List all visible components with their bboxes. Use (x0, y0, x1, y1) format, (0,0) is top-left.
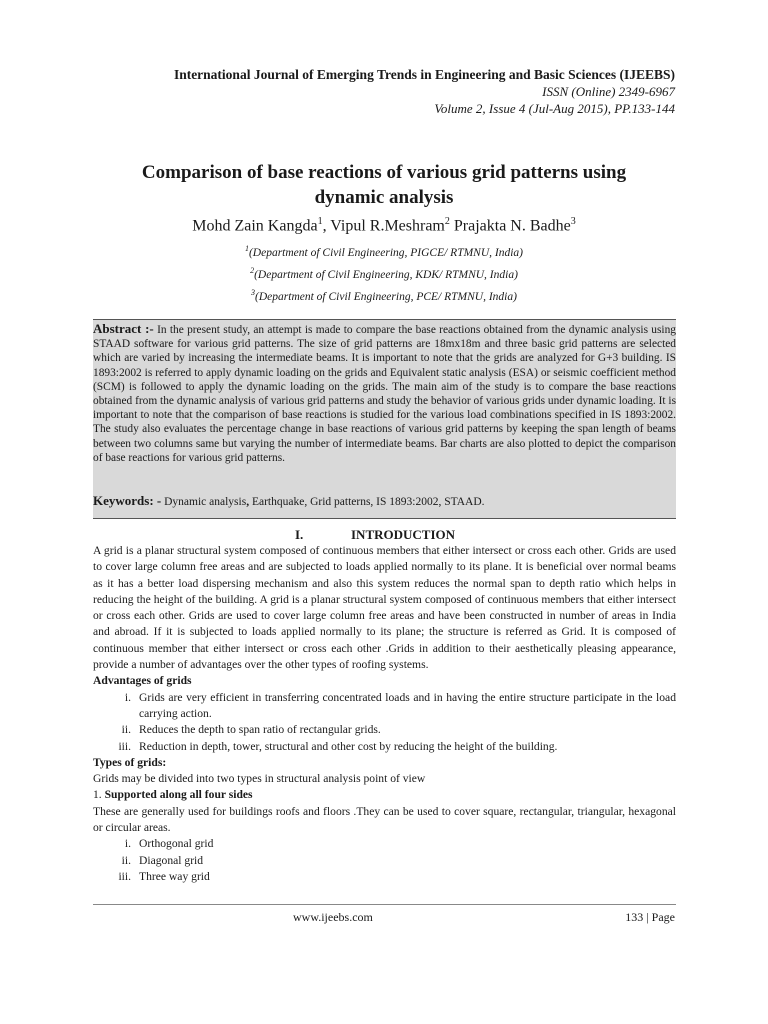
list-item (93, 722, 676, 738)
author-sep: , (322, 217, 331, 235)
author-list (0, 216, 768, 235)
types-intro: Grids may be divided into two types in structural analysis point of view (93, 772, 426, 786)
journal-header (174, 66, 675, 117)
intro-paragraph: A grid is a planar structural system composed of continuous members that either intersect or cross each other. Grids are used to cover large column free areas and are subjected to loads applied normally to its plane. It is beneficial over normal beams as it has a better load dispersing mechanism and also this system reduces the normal span to depth ratio which helps in reducing the height of the building. A grid is a planar structural system composed of continuous members that either intersect or cross each other. Grids are used to cover large column free areas and have been constructed in number of areas in India and abroad. If it is subjected to loads applied normally to its plane; the structure is referred as Grid. It is composed of continuous member that either intersect or cross each other .Grids in addition to their aesthetically pleasing appearance, provide a number of advantages over the other types of roofing systems. (93, 544, 676, 672)
list-marker: ii. (121, 853, 131, 867)
affiliation-list (0, 240, 768, 305)
author-name: Vipul R.Meshram (330, 217, 445, 235)
title-line-2: dynamic analysis (314, 187, 454, 208)
title-line-1: Comparison of base reactions of various grid patterns using (141, 162, 627, 183)
footer-url: www.ijeebs.com (293, 910, 373, 924)
list-marker: ii. (121, 723, 131, 737)
sub-number: 1. (93, 788, 102, 802)
footer-divider (93, 904, 676, 905)
keyword-1: Dynamic analysis (164, 496, 247, 508)
list-text: Grids are very efficient in transferring concentrated loads and in having the entire structure participate in the load carrying action. (139, 690, 676, 720)
affiliation-text: (Department of Civil Engineering, PIGCE/ RTMNU, India) (248, 246, 524, 259)
abstract-text: In the present study, an attempt is made to compare the base reactions obtained from the dynamic analysis using STAAD software for various grid patterns. The size of grid patterns are 18mx18m and three basic grid patterns are selected which are varied by increasing the intermediate beams. It is important to note that the grids are analyzed for G+3 building. IS 1893:2002 is referred to apply dynamic loading on the grids and Equivalent static analysis (ESA) or seismic coefficient method (SCM) is followed to apply the dynamic loading on the grids. The main aim of the study is to compare the base reactions obtained from the dynamic analysis of various grid patterns and study the behavior of various grids under dynamic loading. It is important to note that the comparison of base reactions is studied for the various load combinations specified in IS 1893:2002. The study also evaluates the percentage change in base reactions of various grid patterns by keeping the span length of beams between two columns same but varying the number of intermediate beams. Bar charts are also plotted to depict the comparison of base reactions for various grid patterns. (93, 324, 677, 464)
paper-title (0, 160, 768, 210)
advantages-list (93, 690, 676, 755)
journal-name: International Journal of Emerging Trends in Engineering and Basic Sciences (IJEEBS) (173, 67, 675, 82)
keywords: Keywords: - Dynamic analysis, Earthquake, Grid patterns, IS 1893:2002, STAAD. (93, 493, 485, 508)
affiliation (0, 284, 768, 306)
author-sup: 3 (570, 216, 576, 227)
list-marker: iii. (118, 869, 131, 883)
affiliation (0, 262, 768, 284)
types-heading: Types of grids: (93, 755, 167, 769)
keyword-2: Earthquake, Grid patterns, IS 1893:2002, STAAD. (251, 496, 485, 508)
section-heading (295, 527, 455, 543)
list-item (93, 836, 676, 852)
types-subheading (93, 787, 676, 803)
list-text: Three way grid (139, 869, 210, 883)
affiliation-text: (Department of Civil Engineering, PCE/ RTMNU, India) (255, 290, 517, 303)
footer-page-number: 133 | Page (625, 910, 675, 924)
list-item (93, 690, 676, 723)
list-text: Diagonal grid (139, 853, 204, 867)
types-list (93, 836, 676, 885)
journal-issn: ISSN (Online) 2349-6967 (542, 84, 675, 99)
list-text: Reduces the depth to span ratio of rectangular grids. (139, 723, 381, 737)
affiliation-sup: 3 (251, 287, 256, 297)
list-text: Reduction in depth, tower, structural and other cost by reducing the height of the building. (139, 739, 558, 753)
body-text (93, 543, 676, 885)
affiliation (0, 240, 768, 262)
abstract-label: Abstract :- (93, 321, 154, 336)
advantages-heading: Advantages of grids (93, 674, 192, 688)
sub-heading: Supported along all four sides (104, 788, 253, 802)
list-item (93, 739, 676, 755)
list-text: Orthogonal grid (139, 837, 214, 851)
author-name: Mohd Zain Kangda (192, 217, 318, 235)
section-title: INTRODUCTION (351, 527, 456, 542)
abstract (93, 322, 676, 465)
list-item (93, 869, 676, 885)
types-paragraph: These are generally used for buildings roofs and floors .They can be used to cover square, rectangular, triangular, hexagonal or circular areas. (93, 804, 676, 835)
affiliation-sup: 1 (244, 244, 249, 253)
author-name: Prajakta N. Badhe (453, 217, 571, 235)
list-marker: i. (124, 837, 131, 851)
author-sup: 1 (317, 216, 323, 227)
affiliation-text: (Department of Civil Engineering, KDK/ RTMNU, India) (254, 268, 518, 281)
author-sup: 2 (444, 216, 450, 227)
list-item (93, 853, 676, 869)
list-marker: iii. (118, 739, 131, 753)
keywords-label: Keywords: - (93, 493, 162, 508)
list-marker: i. (124, 690, 131, 704)
affiliation-sup: 2 (250, 265, 255, 275)
section-number: I. (295, 527, 304, 542)
journal-volume: Volume 2, Issue 4 (Jul-Aug 2015), PP.133-144 (434, 101, 675, 116)
